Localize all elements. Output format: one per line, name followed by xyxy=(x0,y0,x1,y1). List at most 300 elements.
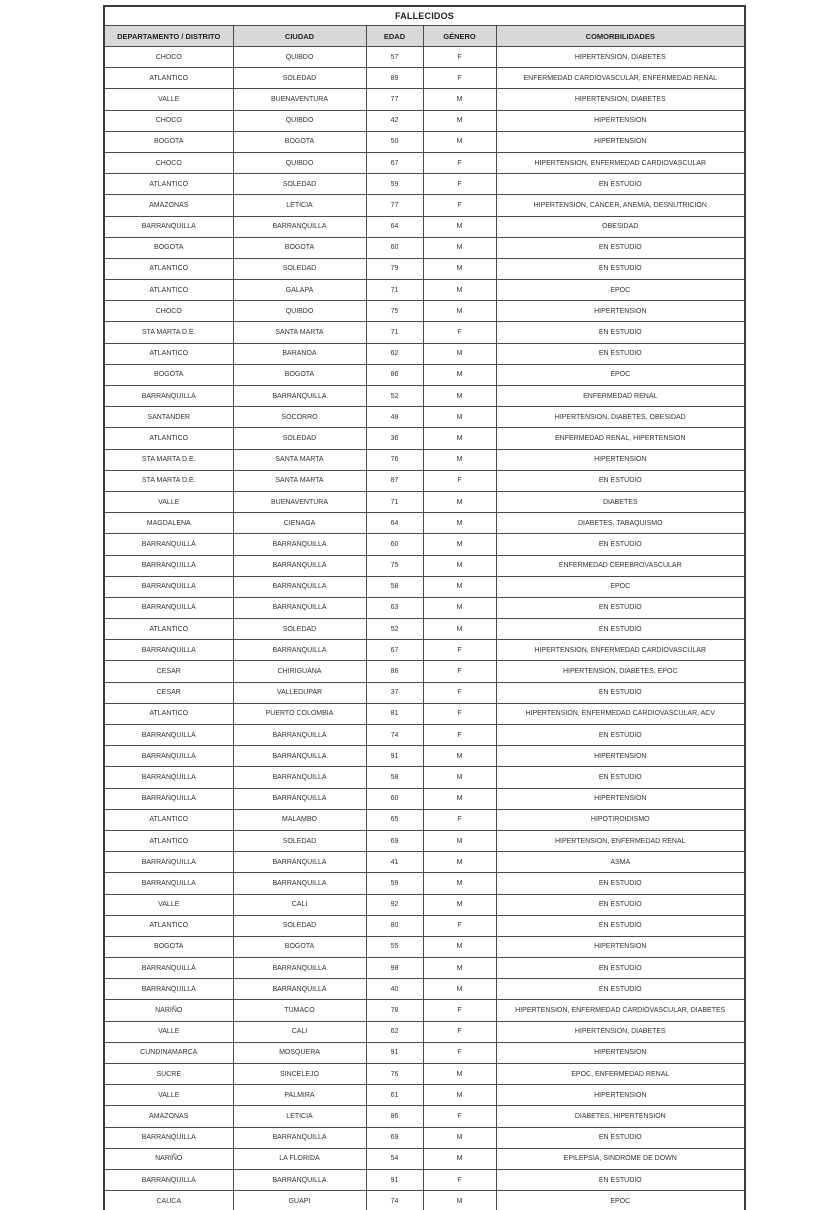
cell-comorbilidades: EN ESTUDIO xyxy=(496,1169,745,1190)
cell-departamento: SANTANDER xyxy=(104,407,233,428)
cell-ciudad: GUAPI xyxy=(233,1191,366,1210)
cell-comorbilidades: DIABETES xyxy=(496,491,745,512)
cell-comorbilidades: ENFERMEDAD CARDIOVASCULAR, ENFERMEDAD RENAL xyxy=(496,68,745,89)
cell-genero: M xyxy=(423,534,496,555)
cell-ciudad: BOGOTA xyxy=(233,364,366,385)
cell-edad: 64 xyxy=(366,513,423,534)
cell-ciudad: BARRANQUILLA xyxy=(233,1169,366,1190)
cell-genero: F xyxy=(423,195,496,216)
cell-departamento: ATLANTICO xyxy=(104,280,233,301)
table-row xyxy=(104,47,745,68)
table-row xyxy=(104,576,745,597)
cell-comorbilidades: HIPERTENSION, DIABETES xyxy=(496,47,745,68)
table-row xyxy=(104,343,745,364)
table-row xyxy=(104,491,745,512)
cell-comorbilidades: EPOC, ENFERMEDAD RENAL xyxy=(496,1064,745,1085)
cell-edad: 60 xyxy=(366,788,423,809)
cell-ciudad: BARRANQUILLA xyxy=(233,597,366,618)
cell-edad: 69 xyxy=(366,1127,423,1148)
table-row xyxy=(104,1106,745,1127)
cell-genero: M xyxy=(423,89,496,110)
cell-ciudad: BARRANQUILLA xyxy=(233,1127,366,1148)
cell-edad: 74 xyxy=(366,725,423,746)
cell-genero: F xyxy=(423,1106,496,1127)
column-header-genero: GÉNERO xyxy=(423,26,496,47)
cell-comorbilidades: HIPERTENSION, ENFERMEDAD CARDIOVASCULAR, DIABETES xyxy=(496,1000,745,1021)
table-row xyxy=(104,555,745,576)
cell-edad: 42 xyxy=(366,110,423,131)
cell-edad: 76 xyxy=(366,449,423,470)
table-row xyxy=(104,1169,745,1190)
cell-departamento: BARRANQUILLA xyxy=(104,725,233,746)
cell-comorbilidades: ENFERMEDAD RENAL xyxy=(496,386,745,407)
table-row xyxy=(104,958,745,979)
cell-edad: 58 xyxy=(366,576,423,597)
cell-comorbilidades: ENFERMEDAD RENAL, HIPERTENSION xyxy=(496,428,745,449)
cell-genero: M xyxy=(423,788,496,809)
table-row xyxy=(104,216,745,237)
cell-edad: 54 xyxy=(366,1148,423,1169)
cell-ciudad: BOGOTA xyxy=(233,237,366,258)
cell-departamento: BARRANQUILLA xyxy=(104,576,233,597)
table-row xyxy=(104,1148,745,1169)
cell-edad: 86 xyxy=(366,1106,423,1127)
cell-ciudad: BARRANQUILLA xyxy=(233,767,366,788)
column-header-ciudad: CIUDAD xyxy=(233,26,366,47)
cell-edad: 71 xyxy=(366,280,423,301)
cell-edad: 57 xyxy=(366,47,423,68)
cell-comorbilidades: EN ESTUDIO xyxy=(496,343,745,364)
table-row xyxy=(104,301,745,322)
cell-genero: M xyxy=(423,237,496,258)
table-row xyxy=(104,1127,745,1148)
cell-edad: 52 xyxy=(366,386,423,407)
table-title-row xyxy=(104,6,745,26)
table-row xyxy=(104,873,745,894)
cell-departamento: BARRANQUILLA xyxy=(104,555,233,576)
cell-edad: 61 xyxy=(366,1085,423,1106)
table-row xyxy=(104,1000,745,1021)
table-row xyxy=(104,1021,745,1042)
cell-edad: 79 xyxy=(366,258,423,279)
cell-ciudad: CIENAGA xyxy=(233,513,366,534)
table-row xyxy=(104,513,745,534)
cell-ciudad: BARRANQUILLA xyxy=(233,873,366,894)
cell-ciudad: SOLEDAD xyxy=(233,428,366,449)
table-row xyxy=(104,979,745,1000)
cell-genero: M xyxy=(423,1191,496,1210)
cell-comorbilidades: ENFERMEDAD CEREBROVASCULAR xyxy=(496,555,745,576)
cell-comorbilidades: DIABETES, TABAQUISMO xyxy=(496,513,745,534)
cell-ciudad: SANTA MARTA xyxy=(233,322,366,343)
cell-departamento: VALLE xyxy=(104,1085,233,1106)
cell-genero: F xyxy=(423,47,496,68)
cell-ciudad: BARRANQUILLA xyxy=(233,386,366,407)
cell-departamento: ATLANTICO xyxy=(104,68,233,89)
cell-departamento: BARRANQUILLA xyxy=(104,1127,233,1148)
cell-ciudad: BARANOA xyxy=(233,343,366,364)
cell-genero: M xyxy=(423,407,496,428)
cell-comorbilidades: EN ESTUDIO xyxy=(496,725,745,746)
cell-comorbilidades: EN ESTUDIO xyxy=(496,979,745,1000)
cell-edad: 55 xyxy=(366,936,423,957)
cell-edad: 86 xyxy=(366,661,423,682)
cell-comorbilidades: EPOC xyxy=(496,280,745,301)
cell-edad: 36 xyxy=(366,428,423,449)
cell-edad: 50 xyxy=(366,131,423,152)
cell-ciudad: LETICIA xyxy=(233,1106,366,1127)
cell-genero: M xyxy=(423,364,496,385)
table-row xyxy=(104,746,745,767)
cell-comorbilidades: HIPERTENSION, ENFERMEDAD CARDIOVASCULAR, ACV xyxy=(496,703,745,724)
table-row xyxy=(104,131,745,152)
cell-genero: M xyxy=(423,258,496,279)
cell-departamento: BARRANQUILLA xyxy=(104,216,233,237)
cell-genero: M xyxy=(423,110,496,131)
cell-genero: M xyxy=(423,1064,496,1085)
cell-edad: 92 xyxy=(366,894,423,915)
cell-comorbilidades: HIPERTENSION xyxy=(496,110,745,131)
cell-genero: M xyxy=(423,491,496,512)
cell-ciudad: SOCORRO xyxy=(233,407,366,428)
cell-edad: 52 xyxy=(366,619,423,640)
cell-comorbilidades: HIPERTENSION xyxy=(496,131,745,152)
cell-ciudad: PALMIRA xyxy=(233,1085,366,1106)
cell-edad: 65 xyxy=(366,809,423,830)
cell-comorbilidades: HIPERTENSION, DIABETES, OBESIDAD xyxy=(496,407,745,428)
table-row xyxy=(104,534,745,555)
cell-ciudad: BARRANQUILLA xyxy=(233,746,366,767)
cell-comorbilidades: EN ESTUDIO xyxy=(496,958,745,979)
cell-departamento: BARRANQUILLA xyxy=(104,597,233,618)
table-title: FALLECIDOS xyxy=(104,6,745,26)
cell-genero: F xyxy=(423,174,496,195)
cell-departamento: STA MARTA D.E. xyxy=(104,322,233,343)
cell-genero: M xyxy=(423,619,496,640)
cell-comorbilidades: EN ESTUDIO xyxy=(496,915,745,936)
cell-comorbilidades: HIPERTENSION xyxy=(496,449,745,470)
column-header-departamento: DEPARTAMENTO / DISTRITO xyxy=(104,26,233,47)
cell-comorbilidades: HIPERTENSION xyxy=(496,936,745,957)
cell-genero: F xyxy=(423,322,496,343)
cell-ciudad: BARRANQUILLA xyxy=(233,576,366,597)
cell-genero: F xyxy=(423,703,496,724)
cell-departamento: ATLANTICO xyxy=(104,174,233,195)
cell-departamento: BARRANQUILLA xyxy=(104,852,233,873)
cell-genero: F xyxy=(423,1021,496,1042)
table-row xyxy=(104,725,745,746)
cell-edad: 76 xyxy=(366,1064,423,1085)
cell-edad: 58 xyxy=(366,767,423,788)
cell-departamento: BARRANQUILLA xyxy=(104,788,233,809)
cell-comorbilidades: HIPERTENSION xyxy=(496,1085,745,1106)
cell-comorbilidades: EN ESTUDIO xyxy=(496,894,745,915)
cell-genero: M xyxy=(423,131,496,152)
cell-edad: 89 xyxy=(366,68,423,89)
cell-ciudad: GALAPA xyxy=(233,280,366,301)
cell-departamento: BOGOTA xyxy=(104,364,233,385)
cell-genero: M xyxy=(423,1148,496,1169)
table-row xyxy=(104,915,745,936)
cell-ciudad: QUIBDO xyxy=(233,301,366,322)
cell-comorbilidades: EN ESTUDIO xyxy=(496,873,745,894)
cell-edad: 67 xyxy=(366,152,423,173)
table-row xyxy=(104,809,745,830)
cell-edad: 48 xyxy=(366,407,423,428)
cell-comorbilidades: HIPERTENSION, ENFERMEDAD CARDIOVASCULAR xyxy=(496,640,745,661)
cell-comorbilidades: HIPERTENSION, ENFERMEDAD RENAL xyxy=(496,830,745,851)
table-row xyxy=(104,936,745,957)
cell-comorbilidades: OBESIDAD xyxy=(496,216,745,237)
cell-ciudad: BARRANQUILLA xyxy=(233,788,366,809)
cell-comorbilidades: HIPOTIROIDISMO xyxy=(496,809,745,830)
cell-ciudad: BOGOTA xyxy=(233,131,366,152)
cell-genero: M xyxy=(423,216,496,237)
cell-edad: 60 xyxy=(366,237,423,258)
cell-comorbilidades: HIPERTENSION, DIABETES xyxy=(496,1021,745,1042)
cell-ciudad: BUENAVENTURA xyxy=(233,491,366,512)
cell-genero: M xyxy=(423,830,496,851)
cell-genero: M xyxy=(423,280,496,301)
table-row xyxy=(104,682,745,703)
cell-comorbilidades: EN ESTUDIO xyxy=(496,174,745,195)
cell-comorbilidades: EN ESTUDIO xyxy=(496,767,745,788)
table-row xyxy=(104,89,745,110)
cell-genero: F xyxy=(423,68,496,89)
table-row xyxy=(104,386,745,407)
cell-departamento: CAUCA xyxy=(104,1191,233,1210)
cell-departamento: STA MARTA D.E. xyxy=(104,470,233,491)
cell-genero: M xyxy=(423,958,496,979)
table-row xyxy=(104,788,745,809)
table-row xyxy=(104,703,745,724)
cell-edad: 81 xyxy=(366,703,423,724)
cell-ciudad: BARRANQUILLA xyxy=(233,534,366,555)
table-row xyxy=(104,280,745,301)
cell-ciudad: BARRANQUILLA xyxy=(233,958,366,979)
cell-ciudad: VALLEDUPAR xyxy=(233,682,366,703)
cell-comorbilidades: EN ESTUDIO xyxy=(496,597,745,618)
table-row xyxy=(104,195,745,216)
cell-edad: 62 xyxy=(366,343,423,364)
table-row xyxy=(104,449,745,470)
cell-genero: M xyxy=(423,746,496,767)
cell-departamento: ATLANTICO xyxy=(104,343,233,364)
table-row xyxy=(104,152,745,173)
cell-ciudad: SANTA MARTA xyxy=(233,470,366,491)
cell-comorbilidades: HIPERTENSION, CANCER, ANEMIA, DESNUTRICION xyxy=(496,195,745,216)
cell-departamento: VALLE xyxy=(104,89,233,110)
cell-genero: F xyxy=(423,682,496,703)
cell-genero: M xyxy=(423,873,496,894)
cell-ciudad: LETICIA xyxy=(233,195,366,216)
cell-ciudad: PUERTO COLOMBIA xyxy=(233,703,366,724)
cell-genero: F xyxy=(423,1000,496,1021)
table-row xyxy=(104,1085,745,1106)
cell-edad: 87 xyxy=(366,470,423,491)
cell-ciudad: BARRANQUILLA xyxy=(233,555,366,576)
cell-edad: 75 xyxy=(366,301,423,322)
cell-ciudad: LA FLORIDA xyxy=(233,1148,366,1169)
cell-departamento: CUNDINAMARCA xyxy=(104,1042,233,1063)
cell-ciudad: BARRANQUILLA xyxy=(233,725,366,746)
table-row xyxy=(104,174,745,195)
cell-departamento: AMAZONAS xyxy=(104,195,233,216)
cell-ciudad: BARRANQUILLA xyxy=(233,852,366,873)
cell-genero: F xyxy=(423,725,496,746)
cell-ciudad: BUENAVENTURA xyxy=(233,89,366,110)
fallecidos-table xyxy=(103,5,746,1210)
cell-ciudad: MALAMBO xyxy=(233,809,366,830)
cell-ciudad: BARRANQUILLA xyxy=(233,979,366,1000)
cell-departamento: ATLANTICO xyxy=(104,830,233,851)
cell-comorbilidades: EN ESTUDIO xyxy=(496,682,745,703)
table-row xyxy=(104,852,745,873)
cell-departamento: STA MARTA D.E. xyxy=(104,449,233,470)
cell-comorbilidades: EN ESTUDIO xyxy=(496,258,745,279)
table-row xyxy=(104,1042,745,1063)
cell-edad: 77 xyxy=(366,89,423,110)
cell-genero: F xyxy=(423,1042,496,1063)
cell-ciudad: SOLEDAD xyxy=(233,619,366,640)
table-row xyxy=(104,428,745,449)
cell-genero: M xyxy=(423,1127,496,1148)
cell-genero: M xyxy=(423,301,496,322)
table-body xyxy=(104,47,745,1210)
table-row xyxy=(104,470,745,491)
cell-departamento: ATLANTICO xyxy=(104,428,233,449)
cell-ciudad: SOLEDAD xyxy=(233,258,366,279)
cell-departamento: MAGDALENA xyxy=(104,513,233,534)
cell-ciudad: SOLEDAD xyxy=(233,174,366,195)
cell-genero: F xyxy=(423,470,496,491)
cell-edad: 63 xyxy=(366,597,423,618)
table-row xyxy=(104,830,745,851)
cell-comorbilidades: HIPERTENSION xyxy=(496,1042,745,1063)
table-row xyxy=(104,364,745,385)
cell-genero: M xyxy=(423,1085,496,1106)
cell-ciudad: CALI xyxy=(233,1021,366,1042)
cell-edad: 78 xyxy=(366,1000,423,1021)
cell-genero: M xyxy=(423,894,496,915)
cell-departamento: BARRANQUILLA xyxy=(104,958,233,979)
cell-comorbilidades: HIPERTENSION, ENFERMEDAD CARDIOVASCULAR xyxy=(496,152,745,173)
column-header-edad: EDAD xyxy=(366,26,423,47)
cell-departamento: VALLE xyxy=(104,894,233,915)
cell-departamento: BARRANQUILLA xyxy=(104,640,233,661)
cell-comorbilidades: EN ESTUDIO xyxy=(496,534,745,555)
table-row xyxy=(104,237,745,258)
cell-edad: 59 xyxy=(366,873,423,894)
cell-comorbilidades: HIPERTENSION, DIABETES, EPOC xyxy=(496,661,745,682)
cell-departamento: CHOCO xyxy=(104,47,233,68)
cell-ciudad: MOSQUERA xyxy=(233,1042,366,1063)
cell-edad: 59 xyxy=(366,174,423,195)
cell-departamento: NARIÑO xyxy=(104,1000,233,1021)
cell-comorbilidades: HIPERTENSION xyxy=(496,301,745,322)
cell-genero: M xyxy=(423,576,496,597)
cell-genero: M xyxy=(423,428,496,449)
table-row xyxy=(104,1064,745,1085)
table-row xyxy=(104,597,745,618)
cell-ciudad: QUIBDO xyxy=(233,47,366,68)
cell-edad: 71 xyxy=(366,322,423,343)
cell-ciudad: QUIBDO xyxy=(233,152,366,173)
cell-comorbilidades: EPOC xyxy=(496,576,745,597)
cell-ciudad: CALI xyxy=(233,894,366,915)
cell-edad: 80 xyxy=(366,915,423,936)
cell-departamento: AMAZONAS xyxy=(104,1106,233,1127)
cell-edad: 67 xyxy=(366,640,423,661)
cell-departamento: CHOCO xyxy=(104,152,233,173)
cell-departamento: BOGOTA xyxy=(104,936,233,957)
cell-ciudad: SANTA MARTA xyxy=(233,449,366,470)
cell-ciudad: BARRANQUILLA xyxy=(233,216,366,237)
cell-ciudad: SOLEDAD xyxy=(233,830,366,851)
cell-departamento: BARRANQUILLA xyxy=(104,534,233,555)
cell-edad: 69 xyxy=(366,830,423,851)
table-row xyxy=(104,110,745,131)
table-row xyxy=(104,68,745,89)
table-row xyxy=(104,258,745,279)
cell-departamento: NARIÑO xyxy=(104,1148,233,1169)
cell-comorbilidades: EPILEPSIA, SINDROME DE DOWN xyxy=(496,1148,745,1169)
cell-departamento: BOGOTA xyxy=(104,237,233,258)
cell-genero: M xyxy=(423,386,496,407)
cell-departamento: CESAR xyxy=(104,661,233,682)
cell-ciudad: SOLEDAD xyxy=(233,68,366,89)
cell-genero: M xyxy=(423,343,496,364)
cell-comorbilidades: EN ESTUDIO xyxy=(496,470,745,491)
cell-departamento: ATLANTICO xyxy=(104,915,233,936)
cell-ciudad: TUMACO xyxy=(233,1000,366,1021)
cell-ciudad: CHIRIGUANA xyxy=(233,661,366,682)
cell-departamento: CHOCO xyxy=(104,110,233,131)
cell-departamento: BARRANQUILLA xyxy=(104,873,233,894)
cell-comorbilidades: EN ESTUDIO xyxy=(496,1127,745,1148)
cell-genero: F xyxy=(423,1169,496,1190)
cell-genero: M xyxy=(423,936,496,957)
cell-comorbilidades: ASMA xyxy=(496,852,745,873)
cell-departamento: VALLE xyxy=(104,491,233,512)
cell-departamento: BARRANQUILLA xyxy=(104,386,233,407)
cell-departamento: VALLE xyxy=(104,1021,233,1042)
cell-departamento: BARRANQUILLA xyxy=(104,767,233,788)
cell-departamento: ATLANTICO xyxy=(104,809,233,830)
cell-genero: F xyxy=(423,661,496,682)
cell-genero: M xyxy=(423,852,496,873)
cell-edad: 91 xyxy=(366,1169,423,1190)
cell-departamento: CHOCO xyxy=(104,301,233,322)
cell-comorbilidades: DIABETES, HIPERTENSION xyxy=(496,1106,745,1127)
cell-departamento: ATLANTICO xyxy=(104,619,233,640)
cell-genero: F xyxy=(423,152,496,173)
cell-comorbilidades: EN ESTUDIO xyxy=(496,619,745,640)
cell-comorbilidades: HIPERTENSION xyxy=(496,746,745,767)
table-row xyxy=(104,619,745,640)
cell-genero: M xyxy=(423,555,496,576)
cell-departamento: ATLANTICO xyxy=(104,258,233,279)
cell-departamento: BARRANQUILLA xyxy=(104,1169,233,1190)
table-row xyxy=(104,322,745,343)
cell-departamento: BARRANQUILLA xyxy=(104,746,233,767)
table-row xyxy=(104,661,745,682)
cell-edad: 77 xyxy=(366,195,423,216)
cell-edad: 41 xyxy=(366,852,423,873)
cell-genero: F xyxy=(423,915,496,936)
cell-ciudad: BOGOTA xyxy=(233,936,366,957)
cell-ciudad: BARRANQUILLA xyxy=(233,640,366,661)
